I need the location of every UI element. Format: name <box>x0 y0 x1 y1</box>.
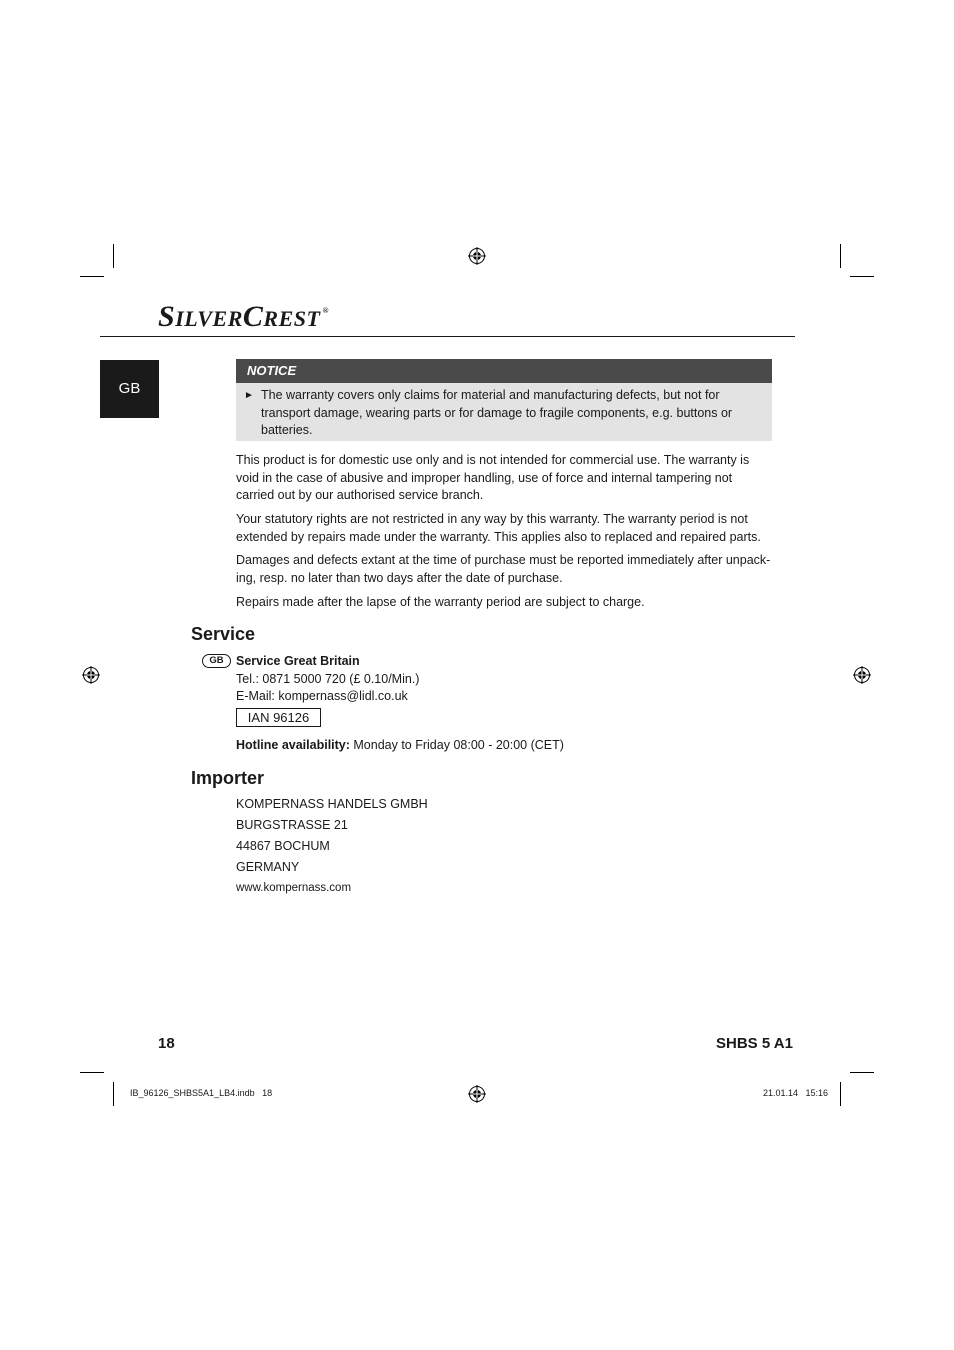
notice-body <box>236 383 772 440</box>
notice-title: NOTICE <box>236 359 772 383</box>
page-number: 18 <box>158 1035 175 1052</box>
notice-text: The warranty covers only claims for material and manufacturing defects, but not for transport damage, wearing parts or for damage to fragile components, e.g. buttons or batteries. <box>261 388 733 437</box>
crop-mark <box>840 1082 841 1106</box>
importer-website: www.kompernass.com <box>236 882 352 894</box>
language-tab: GB <box>100 360 159 418</box>
registration-mark-icon <box>468 1085 486 1103</box>
file-slug: IB_96126_SHBS5A1_LB4.indb 18 <box>130 1088 273 1098</box>
crop-mark <box>80 276 104 277</box>
importer-line: GERMANY <box>236 860 300 874</box>
paragraph: Damages and defects extant at the time of purchase must be reported immediately after unpack-ing, resp. no later than two days after the date of purchase. <box>236 553 771 585</box>
service-tel: Tel.: 0871 5000 720 (£ 0.10/Min.) <box>236 672 420 686</box>
print-stamp: 21.01.14 15:16 <box>763 1088 829 1098</box>
registration-mark-icon <box>853 666 871 684</box>
service-email: E-Mail: kompernass@lidl.co.uk <box>236 689 408 703</box>
brand-logo: SILVERCREST ® <box>158 300 329 333</box>
crop-mark <box>850 1072 874 1073</box>
hotline-label: Hotline availability: <box>236 738 350 752</box>
notice-box <box>236 359 772 441</box>
service-heading: Service <box>191 624 256 644</box>
importer-heading: Importer <box>191 768 265 788</box>
header-rule <box>100 336 795 337</box>
hotline <box>236 737 564 754</box>
crop-mark <box>850 276 874 277</box>
country-badge: GB <box>202 654 231 668</box>
importer-line: KOMPERNASS HANDELS GMBH <box>236 797 428 811</box>
registration-mark-icon <box>82 666 100 684</box>
registration-mark-icon <box>468 247 486 265</box>
crop-mark <box>840 244 841 268</box>
arrow-right-icon: ► <box>244 390 254 401</box>
hotline-value: Monday to Friday 08:00 - 20:00 (CET) <box>349 738 564 752</box>
ian-box: IAN 96126 <box>236 708 321 727</box>
paragraph: This product is for domestic use only and is not intended for commercial use. The warranty is void in the case of abusive and improper handling, use of force and internal tampering not carried out by our authorised service branch. <box>236 453 750 502</box>
paragraph: Your statutory rights are not restricted in any way by this warranty. The warranty period is not extended by repairs made under the warranty. This applies also to replaced and repaired parts. <box>236 512 761 544</box>
crop-mark <box>113 244 114 268</box>
crop-mark <box>113 1082 114 1106</box>
importer-line: BURGSTRASSE 21 <box>236 818 348 832</box>
model-number: SHBS 5 A1 <box>716 1035 793 1052</box>
service-name: Service Great Britain <box>236 654 360 668</box>
crop-mark <box>80 1072 104 1073</box>
paragraph: Repairs made after the lapse of the warranty period are subject to charge. <box>236 595 645 609</box>
importer-line: 44867 BOCHUM <box>236 839 330 853</box>
